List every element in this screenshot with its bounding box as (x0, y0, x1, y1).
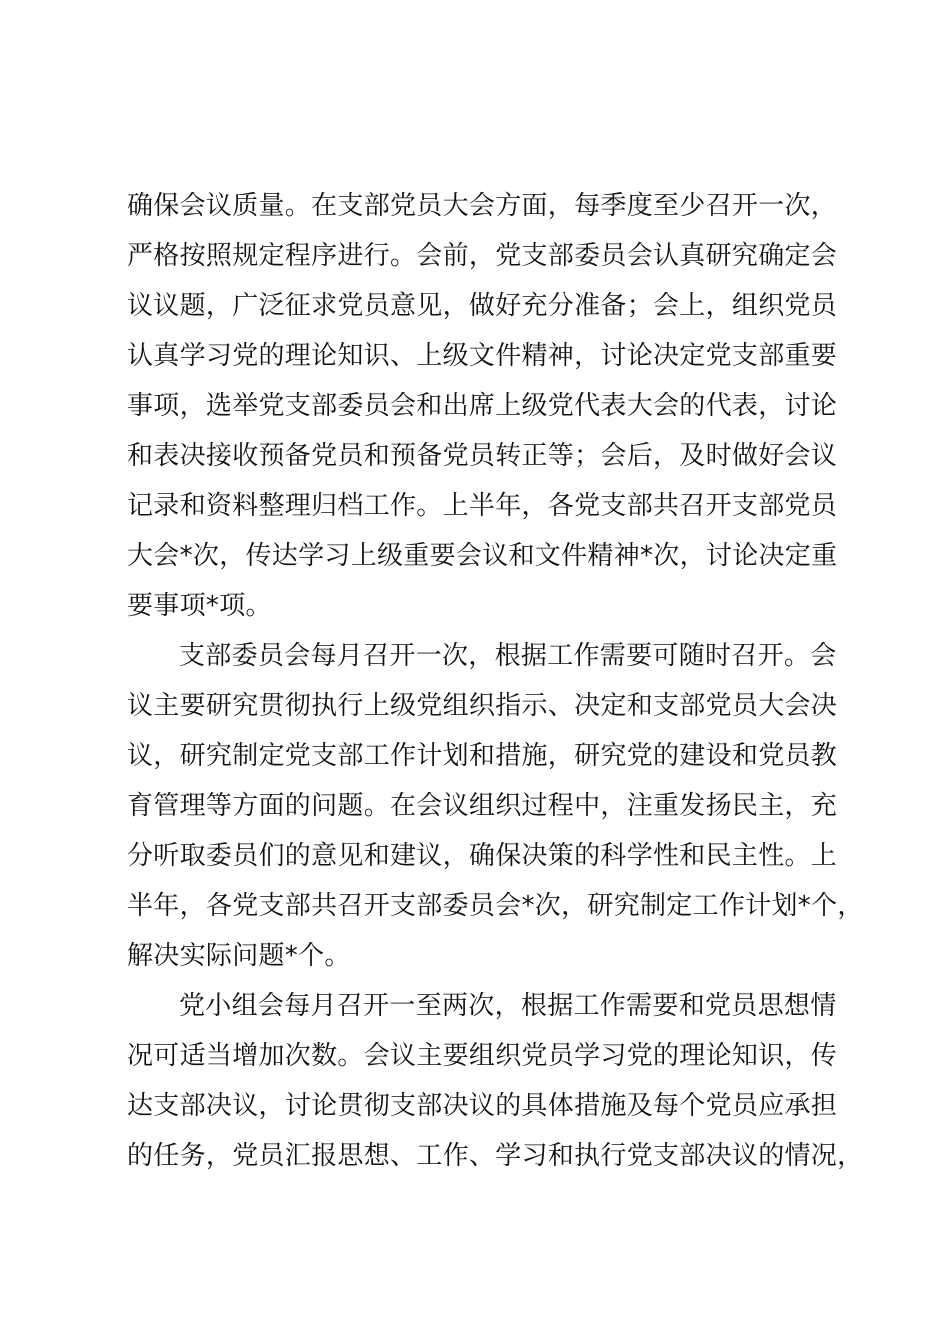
text-line: 记录和资料整理归档工作。上半年，各党支部共召开支部党员 (127, 491, 838, 521)
text-line: 要事项*项。 (127, 591, 272, 621)
text-line: 事项，选举党支部委员会和出席上级党代表大会的代表，讨论 (127, 391, 838, 421)
text-line: 达支部决议，讨论贯彻支部决议的具体措施及每个党员应承担 (127, 1091, 838, 1121)
text-line: 议，研究制定党支部工作计划和措施，研究党的建设和党员教 (127, 741, 838, 771)
text-line: 的任务，党员汇报思想、工作、学习和执行党支部决议的情况， (127, 1141, 864, 1171)
text-line: 大会*次，传达学习上级重要会议和文件精神*次，讨论决定重 (127, 541, 838, 571)
text-line: 确保会议质量。在支部党员大会方面，每季度至少召开一次， (127, 191, 838, 221)
paragraph-start-line: 党小组会每月召开一至两次，根据工作需要和党员思想情 (179, 991, 837, 1021)
text-line: 育管理等方面的问题。在会议组织过程中，注重发扬民主，充 (127, 791, 838, 821)
text-line: 和表决接收预备党员和预备党员转正等；会后，及时做好会议 (127, 441, 838, 471)
paragraph-start-line: 支部委员会每月召开一次，根据工作需要可随时召开。会 (179, 641, 837, 671)
text-line: 解决实际问题*个。 (127, 941, 351, 971)
text-line: 认真学习党的理论知识、上级文件精神，讨论决定党支部重要 (127, 341, 838, 371)
text-line: 严格按照规定程序进行。会前，党支部委员会认真研究确定会 (127, 241, 838, 271)
text-line: 况可适当增加次数。会议主要组织党员学习党的理论知识，传 (127, 1041, 838, 1071)
text-line: 分听取委员们的意见和建议，确保决策的科学性和民主性。上 (127, 841, 838, 871)
text-line: 议议题，广泛征求党员意见，做好充分准备；会上，组织党员 (127, 291, 838, 321)
text-line: 议主要研究贯彻执行上级党组织指示、决定和支部党员大会决 (127, 691, 838, 721)
text-line: 半年，各党支部共召开支部委员会*次，研究制定工作计划*个， (127, 891, 864, 921)
document-body (127, 181, 864, 1181)
